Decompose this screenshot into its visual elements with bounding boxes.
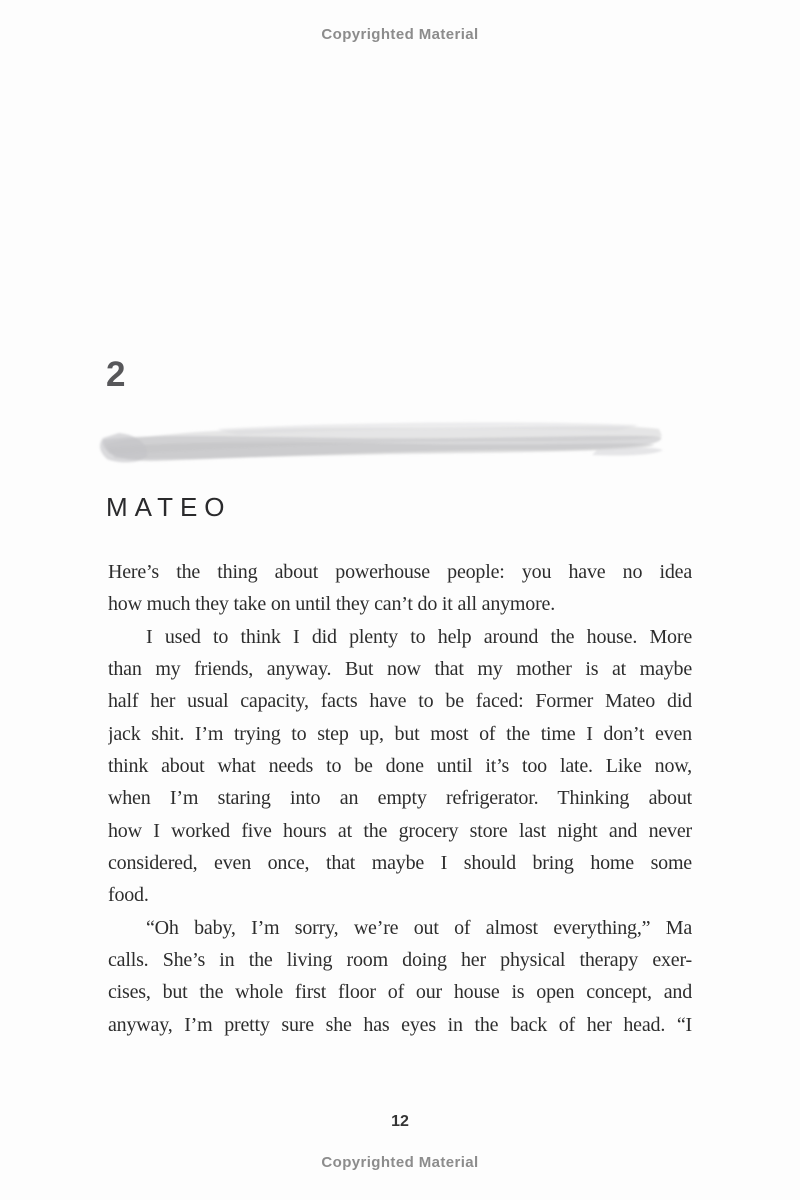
text-line: food. [108, 884, 149, 907]
text-line: how much they take on until they can’t do it all anymore. [108, 593, 556, 616]
text-line: anyway, I’m pretty sure she has eyes in the back of her head. “I [108, 1013, 692, 1036]
text-line: than my friends, anyway. But now that my mother is at maybe [108, 657, 692, 680]
text-line: Here’s the thing about powerhouse people: you have no idea [108, 561, 692, 583]
paragraph [108, 621, 692, 912]
text-line: how I worked five hours at the grocery store last night and never [108, 819, 692, 842]
brush-stroke-decoration [97, 410, 667, 470]
text-line: calls. She’s in the living room doing her physical therapy exer- [108, 948, 692, 971]
copyright-notice-bottom: Copyrighted Material [321, 1154, 479, 1171]
copyright-notice-top: Copyrighted Material [321, 26, 479, 43]
text-line: cises, but the whole first floor of our house is open concept, and [108, 981, 692, 1004]
text-line: I used to think I did plenty to help around the house. More [146, 625, 692, 648]
paragraph [108, 556, 692, 621]
text-line: think about what needs to be done until it’s too late. Like now, [108, 754, 692, 777]
text-line: jack shit. I’m trying to step up, but most of the time I don’t even [108, 722, 692, 745]
body-text [108, 556, 692, 1041]
text-line: when I’m staring into an empty refrigerator. Thinking about [108, 787, 692, 810]
text-line: “Oh baby, I’m sorry, we’re out of almost everything,” Ma [146, 916, 692, 939]
text-line: considered, even once, that maybe I should bring home some [108, 851, 692, 874]
text-line: half her usual capacity, facts have to be faced: Former Mateo did [108, 690, 692, 713]
paragraph [108, 912, 692, 1041]
chapter-number: 2 [106, 355, 126, 394]
chapter-title: MATEO [106, 492, 232, 522]
page-number: 12 [391, 1113, 409, 1130]
